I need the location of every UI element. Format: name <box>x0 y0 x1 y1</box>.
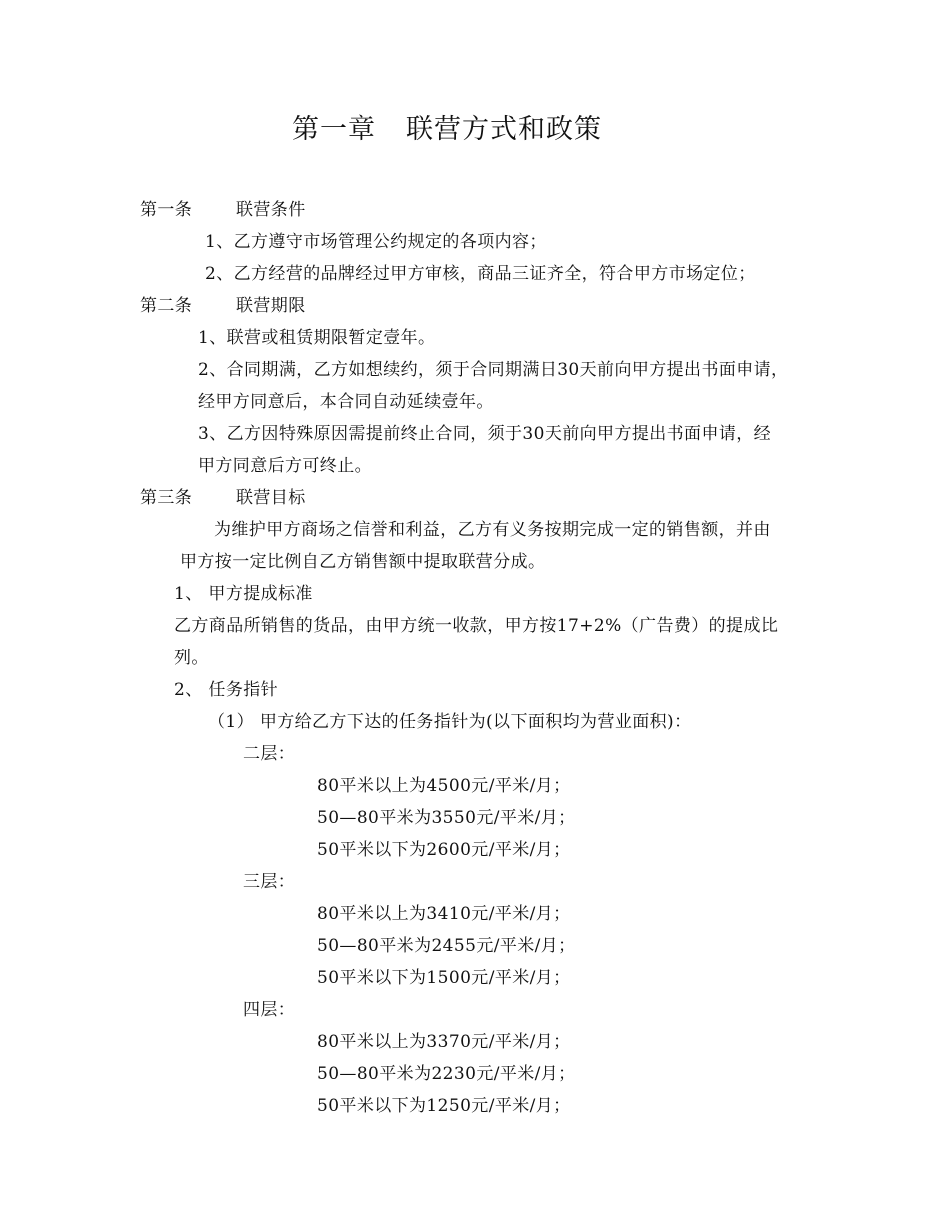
article-1-heading <box>140 199 306 221</box>
article-3-title: 联营目标 <box>236 488 306 508</box>
floor-4-rate-1: 80平米以上为3370元/平米/月； <box>317 1032 571 1052</box>
chapter-heading <box>292 112 602 148</box>
article-2-item-1: 1、联营或租赁期限暂定壹年。 <box>198 328 436 348</box>
floor-3-rate-1: 80平米以上为3410元/平米/月； <box>317 904 571 924</box>
section-2-heading: 2、 任务指针 <box>174 680 279 700</box>
article-2-heading <box>140 295 306 317</box>
floor-2-rate-3: 50平米以下为2600元/平米/月； <box>317 840 571 860</box>
article-1-number: 第一条 <box>140 200 193 220</box>
article-2-title: 联营期限 <box>236 296 306 316</box>
article-3-intro-cont: 甲方按一定比例自乙方销售额中提取联营分成。 <box>180 552 546 572</box>
floor-3-rate-2: 50—80平米为2455元/平米/月； <box>317 936 576 956</box>
article-1-title: 联营条件 <box>236 200 306 220</box>
floor-4-rate-2: 50—80平米为2230元/平米/月； <box>317 1064 576 1084</box>
floor-2-label: 二层： <box>243 744 296 764</box>
article-3-heading <box>140 487 306 509</box>
article-3-number: 第三条 <box>140 488 193 508</box>
article-2-number: 第二条 <box>140 296 193 316</box>
section-1-text-cont: 列。 <box>174 648 209 668</box>
floor-2-rate-1: 80平米以上为4500元/平米/月； <box>317 776 571 796</box>
article-2-item-3-cont: 甲方同意后方可终止。 <box>198 456 372 476</box>
section-2-sub-1: （1） 甲方给乙方下达的任务指针为(以下面积均为营业面积)： <box>208 712 692 732</box>
article-2-item-2: 2、合同期满，乙方如想续约，须于合同期满日30天前向甲方提出书面申请， <box>198 360 789 380</box>
article-2-item-3: 3、乙方因特殊原因需提前终止合同，须于30天前向甲方提出书面申请，经 <box>198 424 772 444</box>
article-1-item-2: 2、乙方经营的品牌经过甲方审核，商品三证齐全，符合甲方市场定位； <box>205 264 756 284</box>
floor-3-label: 三层： <box>243 872 296 892</box>
floor-4-label: 四层： <box>243 1000 296 1020</box>
article-3-intro: 为维护甲方商场之信誉和利益，乙方有义务按期完成一定的销售额，并由 <box>214 520 771 540</box>
chapter-number: 第一章 <box>292 114 376 145</box>
floor-3-rate-3: 50平米以下为1500元/平米/月； <box>317 968 571 988</box>
floor-4-rate-3: 50平米以下为1250元/平米/月； <box>317 1096 571 1116</box>
article-2-item-2-cont: 经甲方同意后，本合同自动延续壹年。 <box>198 392 494 412</box>
section-1-text: 乙方商品所销售的货品，由甲方统一收款，甲方按17+2%（广告费）的提成比 <box>174 616 779 636</box>
article-1-item-1: 1、乙方遵守市场管理公约规定的各项内容； <box>205 232 547 252</box>
floor-2-rate-2: 50—80平米为3550元/平米/月； <box>317 808 576 828</box>
chapter-title: 联营方式和政策 <box>406 114 602 145</box>
section-1-heading: 1、 甲方提成标准 <box>174 584 313 604</box>
